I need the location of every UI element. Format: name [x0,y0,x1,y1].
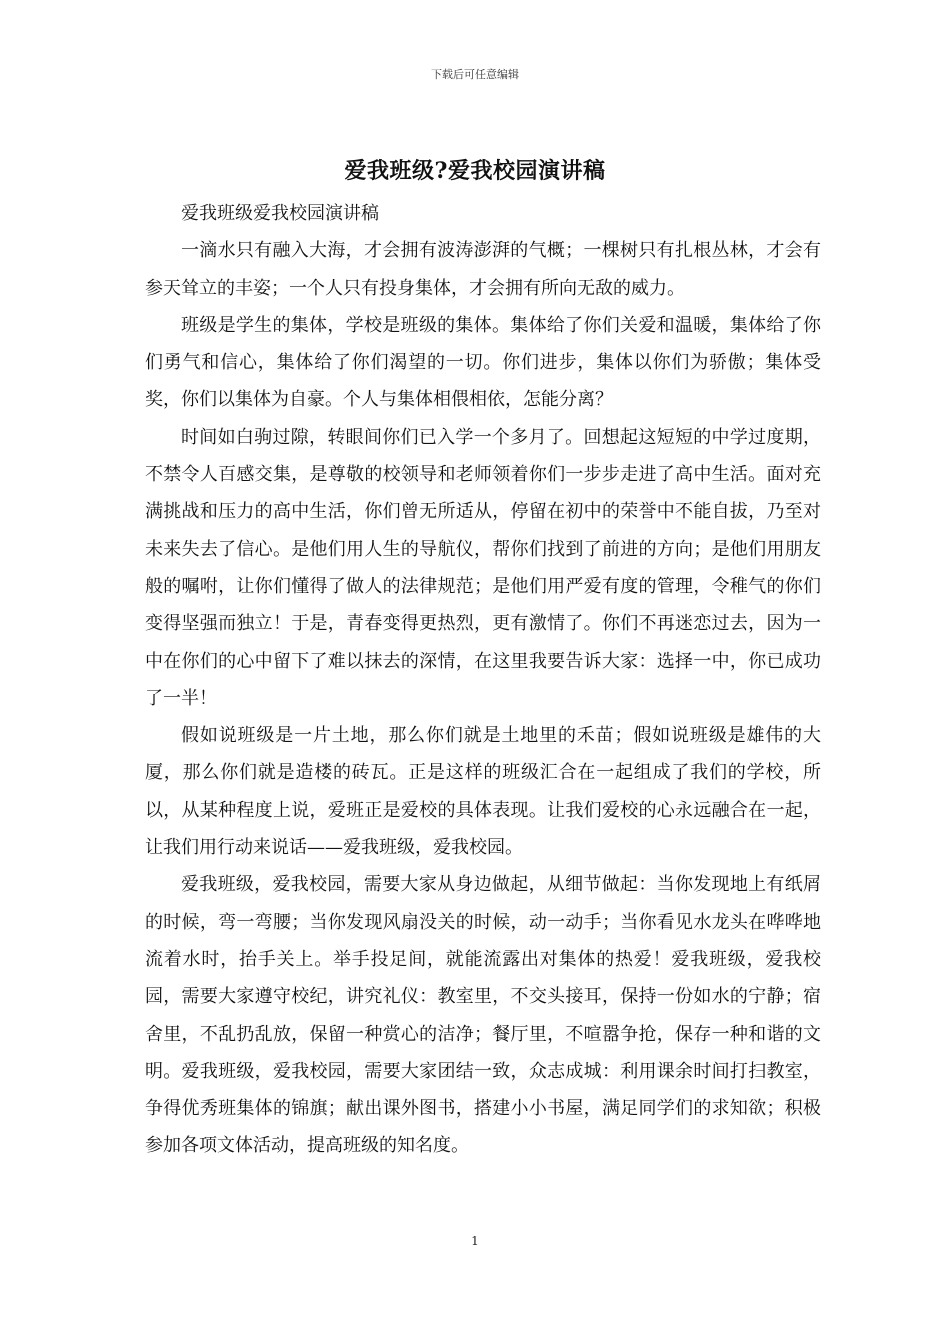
paragraph: 爱我班级，爱我校园，需要大家从身边做起，从细节做起：当你发现地上有纸屑的时候，弯一弯腰；当你发现风扇没关的时候，动一动手；当你看见水龙头在哗哗地流着水时，抬手关上。举手投足间，就能流露出对集体的热爱！爱我班级，爱我校园，需要大家遵守校纪，讲究礼仪：教室里，不交头接耳，保持一份如水的宁静；宿舍里，不乱扔乱放，保留一种赏心的洁净；餐厅里，不喧嚣争抢，保存一种和谐的文明。爱我班级，爱我校园，需要大家团结一致，众志成城：利用课余时间打扫教室，争得优秀班集体的锦旗；献出课外图书，搭建小小书屋，满足同学们的求知欲；积极参加各项文体活动，提高班级的知名度。 [145,874,821,1157]
page-header: 下载后可任意编辑 [431,68,519,81]
paragraph: 时间如白驹过隙，转眼间你们已入学一个多月了。回想起这短短的中学过度期，不禁令人百感交集，是尊敬的校领导和老师领着你们一步步走进了高中生活。面对充满挑战和压力的高中生活，你们曾无所适从，停留在初中的荣誉中不能自拔，乃至对未来失去了信心。是他们用人生的导航仪，帮你们找到了前进的方向；是他们用朋友般的嘱咐，让你们懂得了做人的法律规范；是他们用严爱有度的管理，令稚气的你们变得坚强而独立！于是，青春变得更热烈，更有激情了。你们不再迷恋过去，因为一中在你们的心中留下了难以抹去的深情，在这里我要告诉大家：选择一中，你已成功了一半！ [145,426,821,709]
document-body [145,195,821,1165]
paragraph-subtitle: 爱我班级爱我校园演讲稿 [181,203,379,224]
paragraph: 一滴水只有融入大海，才会拥有波涛澎湃的气概；一棵树只有扎根丛林，才会有参天耸立的丰姿；一个人只有投身集体，才会拥有所向无敌的威力。 [145,240,821,299]
page-number: 1 [471,1234,479,1248]
document-title: 爱我班级?爱我校园演讲稿 [344,158,606,184]
paragraph: 假如说班级是一片土地，那么你们就是土地里的禾苗；假如说班级是雄伟的大厦，那么你们就是造楼的砖瓦。正是这样的班级汇合在一起组成了我们的学校，所以，从某种程度上说，爱班正是爱校的具体表现。让我们爱校的心永远融合在一起，让我们用行动来说话——爱我班级，爱我校园。 [145,725,821,859]
paragraph: 班级是学生的集体，学校是班级的集体。集体给了你们关爱和温暖，集体给了你们勇气和信心，集体给了你们渴望的一切。你们进步，集体以你们为骄傲；集体受奖，你们以集体为自豪。个人与集体相偎相依，怎能分离？ [145,314,821,411]
